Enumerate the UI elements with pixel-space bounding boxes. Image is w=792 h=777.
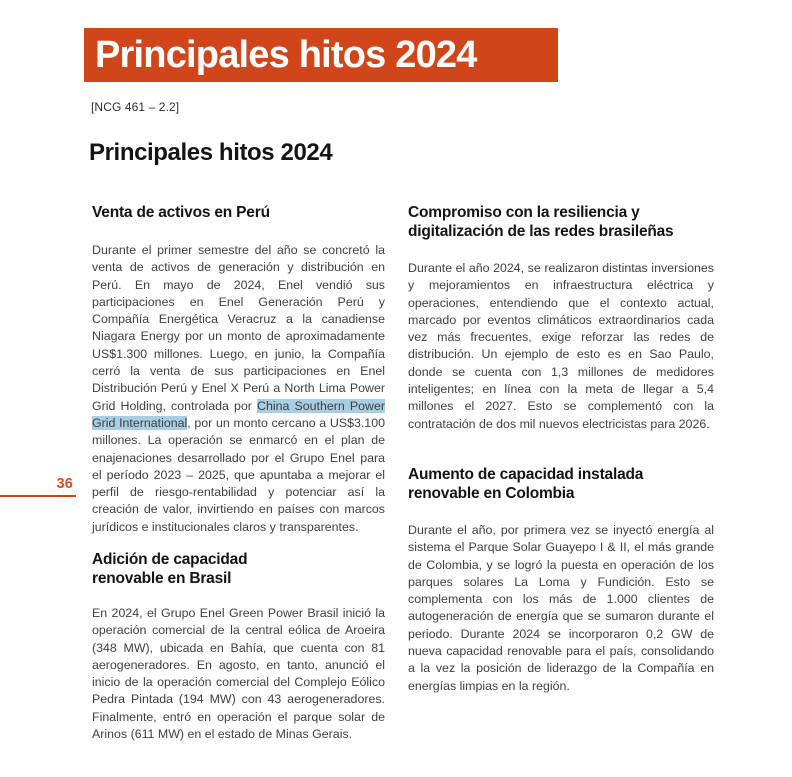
section-title-line: Venta de activos en Perú (92, 204, 270, 221)
page-number: 36 (56, 476, 73, 492)
section-body-colombia: Durante el año, por primera vez se inyectó energía al sistema el Parque Solar Guayepo I & II, el más grande de Colombia, y se logró la puesta en operación de los parques solares La Loma y Fundición. Esto se complementa con los más de 1.000 clientes de autogeneración de energía que se sumaron durante el periodo. Durante 2024 se incorporaron 0,2 GW de nueva capacidad renovable para el país, consolidando a la vez la posición de liderazgo de la Compañía en energías limpias en la región. (408, 523, 714, 693)
section-title-adicion-brasil (92, 550, 385, 588)
section-body-adicion-brasil: En 2024, el Grupo Enel Green Power Brasil inició la operación comercial de la central eólica de Aroeira (348 MW), ubicada en Bahía, que cuenta con 81 aerogeneradores. En agosto, en tanto, anunció el inicio de la operación comercial del Complejo Eólico Pedra Pintada (194 MW) con 43 aerogeneradores. Finalmente, entró en operación el parque solar de Arinos (611 MW) en el estado de Minas Gerais. (92, 606, 385, 742)
chapter-banner (84, 28, 558, 82)
section-body-venta-peru (92, 242, 385, 536)
section-body-redes-brasilenas: Durante el año 2024, se realizaron distintas inversiones y mejoramientos en infraestructura eléctrica y operaciones, entendiendo que el contexto actual, marcado por eventos climáticos extraordinarios cada vez más frecuentes, exige reforzar las redes de distribución. Un ejemplo de esto es en Sao Paulo, donde se cuenta con 1,3 millones de medidores inteligentes; en línea con la meta de llegar a 5,4 millones el 2027. Esto se complementó con la contratación de dos mil nuevos electricistas para 2026. (408, 261, 714, 431)
section-title-colombia (408, 465, 714, 503)
text-selection-highlight: China Southern Power Grid International (92, 398, 385, 430)
section-title-venta-peru (92, 203, 385, 222)
page-title: Principales hitos 2024 (89, 139, 333, 166)
section-title-line: renovable en Brasil (92, 570, 232, 587)
section-title-line: Adición de capacidad (92, 551, 248, 568)
regulation-reference: [NCG 461 – 2.2] (91, 100, 180, 114)
section-title-redes-brasilenas (408, 203, 714, 241)
chapter-banner-title: Principales hitos 2024 (95, 33, 477, 76)
page-number-rule (0, 495, 76, 497)
body-text-before-highlight: Durante el primer semestre del año se concretó la venta de activos de generación y distribución en Perú. En mayo de 2024, Enel vendió sus participaciones en Enel Generación Perú y Compañía Energética Veracruz a la canadiense Niagara Energy por un monto de aproximadamente US$1.300 millones. Luego, en junio, la Compañía cerró la venta de sus participaciones en Enel Distribución Perú y Enel X Perú a North Lima Power Grid Holding, controlada por (92, 243, 385, 413)
section-title-line: Compromiso con la resiliencia y (408, 204, 640, 221)
section-title-line: renovable en Colombia (408, 485, 575, 502)
body-text-after-highlight: , por un monto cercano a US$3.100 millones. La operación se enmarcó en el plan de enajenaciones desarrollado por el Grupo Enel para el período 2023 – 2025, que apuntaba a mejorar el perfil de riesgo-rentabilidad y potenciar así la creación de valor, invirtiendo en países con marcos jurídicos e institucionales claros y transparentes. (92, 415, 385, 534)
section-title-line: digitalización de las redes brasileñas (408, 223, 674, 240)
section-title-line: Aumento de capacidad instalada (408, 466, 644, 483)
